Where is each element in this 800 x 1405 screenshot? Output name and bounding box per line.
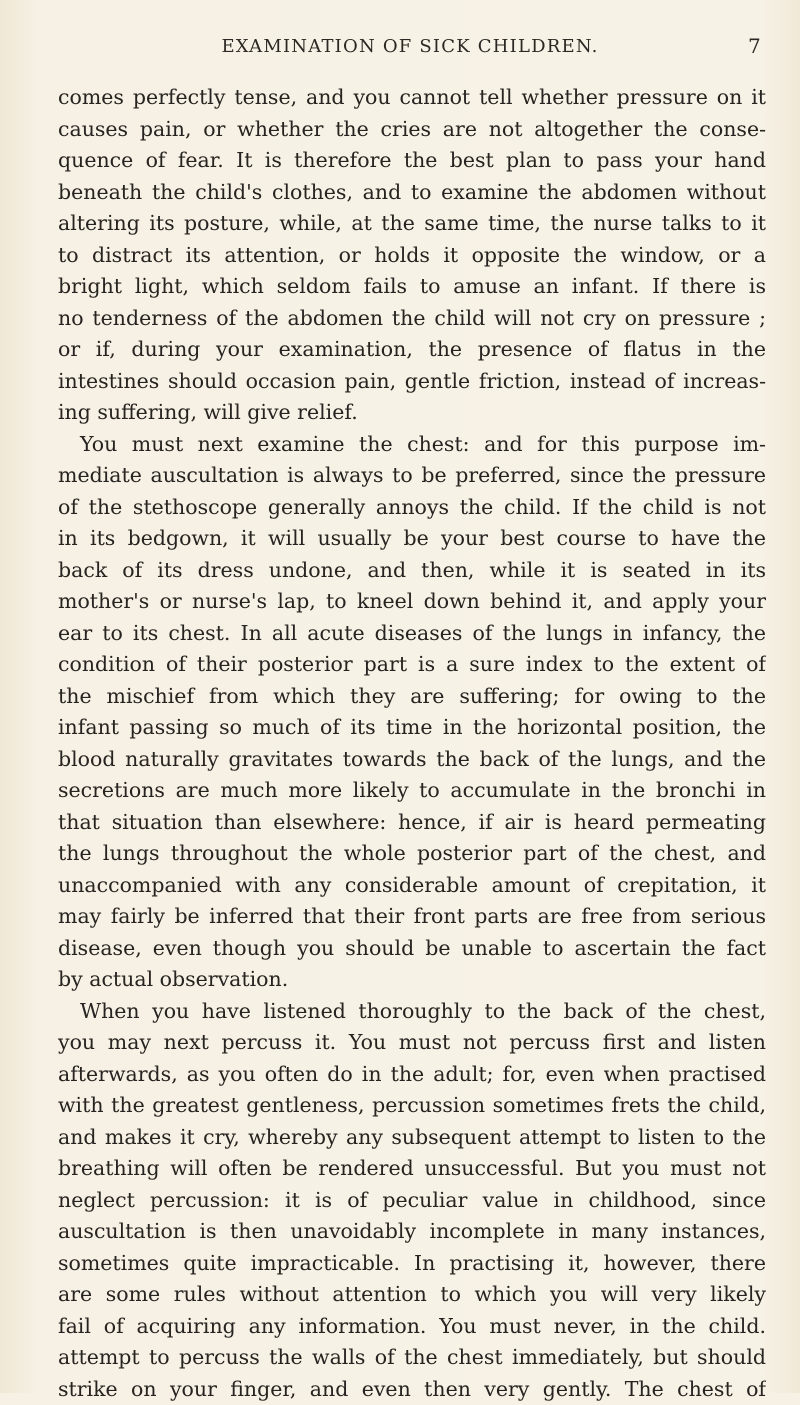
text-line: mediate auscultation is always to be preferred, since the pressure	[58, 460, 766, 492]
text-line: of the stethoscope generally annoys the child. If the child is not	[58, 492, 766, 524]
text-line: quence of fear. It is therefore the best plan to pass your hand	[58, 145, 766, 177]
text-line: you may next percuss it. You must not percuss first and listen	[58, 1027, 766, 1059]
text-line: sometimes quite impracticable. In practising it, however, there	[58, 1248, 766, 1280]
text-line: are some rules without attention to which you will very likely	[58, 1279, 766, 1311]
text-line: no tenderness of the abdomen the child will not cry on pressure ;	[58, 303, 766, 335]
text-line: secretions are much more likely to accumulate in the bronchi in	[58, 775, 766, 807]
text-line: back of its dress undone, and then, while it is seated in its	[58, 555, 766, 587]
text-line: and makes it cry, whereby any subsequent attempt to listen to the	[58, 1122, 766, 1154]
text-line: or if, during your examination, the presence of flatus in the	[58, 334, 766, 366]
body-text	[58, 82, 766, 1405]
text-line: auscultation is then unavoidably incomplete in many instances,	[58, 1216, 766, 1248]
text-line: afterwards, as you often do in the adult; for, even when practised	[58, 1059, 766, 1091]
text-line: intestines should occasion pain, gentle friction, instead of increas-	[58, 366, 766, 398]
text-line: may fairly be inferred that their front parts are free from serious	[58, 901, 766, 933]
text-line: to distract its attention, or holds it opposite the window, or a	[58, 240, 766, 272]
text-line: strike on your finger, and even then very gently. The chest of	[58, 1374, 766, 1405]
text-line: that situation than elsewhere: hence, if air is heard permeating	[58, 807, 766, 839]
text-line: When you have listened thoroughly to the back of the chest,	[58, 996, 766, 1028]
running-title: EXAMINATION OF SICK CHILDREN.	[200, 36, 620, 57]
text-line: ing suffering, will give relief.	[58, 397, 766, 429]
text-line: beneath the child's clothes, and to examine the abdomen without	[58, 177, 766, 209]
text-line: neglect percussion: it is of peculiar value in childhood, since	[58, 1185, 766, 1217]
text-line: infant passing so much of its time in the horizontal position, the	[58, 712, 766, 744]
text-line: breathing will often be rendered unsuccessful. But you must not	[58, 1153, 766, 1185]
text-line: You must next examine the chest: and for this purpose im-	[58, 429, 766, 461]
text-line: the mischief from which they are suffering; for owing to the	[58, 681, 766, 713]
text-line: blood naturally gravitates towards the back of the lungs, and the	[58, 744, 766, 776]
text-line: disease, even though you should be unable to ascertain the fact	[58, 933, 766, 965]
page-number: 7	[748, 34, 761, 58]
text-line: altering its posture, while, at the same time, the nurse talks to it	[58, 208, 766, 240]
text-line: fail of acquiring any information. You must never, in the child.	[58, 1311, 766, 1343]
text-line: ear to its chest. In all acute diseases of the lungs in infancy, the	[58, 618, 766, 650]
text-line: condition of their posterior part is a sure index to the extent of	[58, 649, 766, 681]
text-line: with the greatest gentleness, percussion sometimes frets the child,	[58, 1090, 766, 1122]
text-line: bright light, which seldom fails to amuse an infant. If there is	[58, 271, 766, 303]
text-line: the lungs throughout the whole posterior part of the chest, and	[58, 838, 766, 870]
text-line: causes pain, or whether the cries are not altogether the conse-	[58, 114, 766, 146]
text-line: comes perfectly tense, and you cannot tell whether pressure on it	[58, 82, 766, 114]
text-line: unaccompanied with any considerable amount of crepitation, it	[58, 870, 766, 902]
text-line: attempt to percuss the walls of the chest immediately, but should	[58, 1342, 766, 1374]
text-line: in its bedgown, it will usually be your best course to have the	[58, 523, 766, 555]
text-line: by actual observation.	[58, 964, 766, 996]
text-line: mother's or nurse's lap, to kneel down behind it, and apply your	[58, 586, 766, 618]
